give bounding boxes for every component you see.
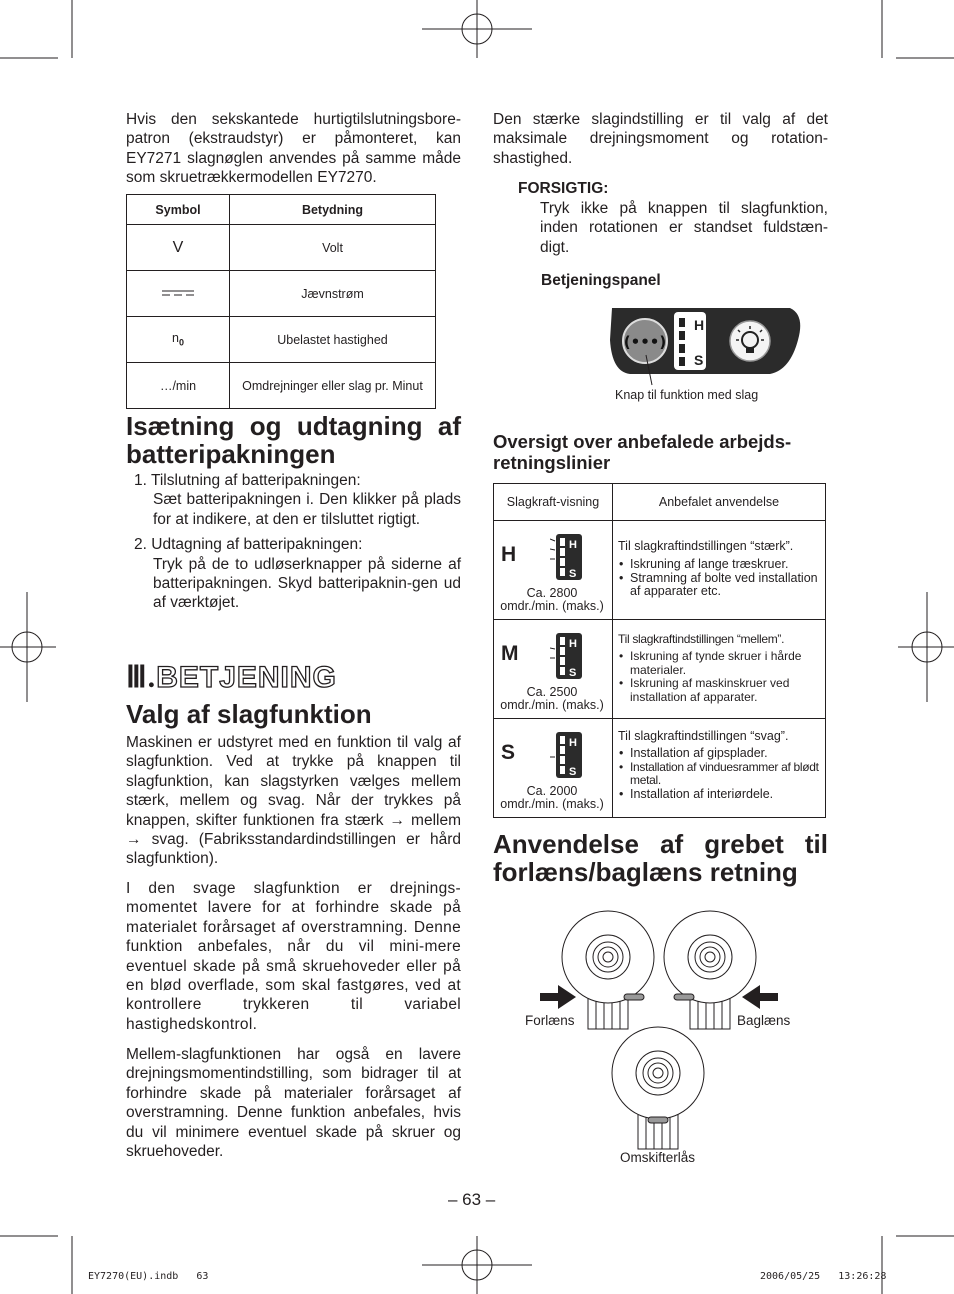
reverse-label: Baglæns: [737, 1013, 791, 1028]
impact-p2: I den svage slagfunktion er drejnings-momentet lavere for at forhindre skade på materialet forårsaget af overstramning. Denne funktion anbefales, når du vil mini-mere eventuel skade på små skruehoveder eller på en blød overflade, som skal fastgøres, ved at kontrollere trykkeren til variabel hastighedskontrol.: [126, 880, 461, 1033]
meaning-header: Betydning: [230, 195, 436, 225]
control-panel-image: [600, 300, 810, 390]
no-load-symbol: $n_0$: [127, 317, 230, 363]
table-row: [494, 719, 826, 818]
list-item: • Iskruning af maskinskruer ved installation af apparater.: [630, 677, 821, 704]
list-item: • Iskruning af tynde skruer i hårde materialer.: [630, 650, 821, 677]
list-item: • Installation af vinduesrammer af blødt metal.: [630, 761, 821, 788]
list-item: • Stramning af bolte ved installation af apparater etc.: [630, 572, 821, 599]
impact-p3: Mellem-slagfunktionen har også en lavere drejningsmomentindstilling, som bidrager til at forhindre skade på materialer forårsaget af overstramning. Denne funktion anbefales, hvis du vil minimere eventuel skade på skruer og skruehoveder.: [126, 1046, 461, 1161]
volt-symbol: V: [127, 225, 230, 271]
symbol-header: Symbol: [127, 195, 230, 225]
footer-date: 2006/05/25 13:26:28: [760, 1271, 887, 1282]
dc-meaning: Jævnstrøm: [230, 271, 436, 317]
battery-step-1-body: Sæt batteripakningen i. Den klikker på plads for at indikere, at den er tilsluttet rigtigt.: [153, 491, 461, 528]
speed-unit: omdr./min. (maks.): [500, 599, 604, 613]
level-header: Slagkraft-visning: [494, 484, 613, 521]
speed-unit: omdr./min. (maks.): [500, 797, 604, 811]
dc-symbol-icon: [127, 271, 230, 317]
list-item: • Iskruning af lange træskruer.: [630, 558, 821, 572]
forward-arrow-icon: [540, 985, 576, 1009]
table-row: [494, 521, 826, 620]
battery-list: [134, 471, 461, 613]
recommend-table: [493, 483, 826, 818]
level-s-icon: [550, 731, 588, 781]
usage-lead: Til slagkraftindstillingen “stærk”.: [618, 539, 794, 553]
lock-label: Omskifterlås: [620, 1150, 696, 1165]
usage-lead: Til slagkraftindstillingen “mellem”.: [618, 632, 785, 646]
speed-value: Ca. 2500: [526, 685, 578, 699]
battery-step-2: 2. Udtagning af batteripakningen:: [134, 536, 363, 554]
per-min-meaning: Omdrejninger eller slag pr. Minut: [230, 363, 436, 409]
intro-text: Hvis den sekskantede hurtigtilslutningsbore-patron (ekstraudstyr) er påmonteret, kan EY7271 slagnøglen anvendes på samme måde som skruetrækkermodellen EY7270.: [126, 111, 461, 187]
footer-file: EY7270(EU).indb 63: [88, 1271, 209, 1282]
page-number: – 63 –: [448, 1190, 496, 1209]
level-letter: M: [501, 642, 519, 665]
battery-step-1: 1. Tilslutning af batteripakningen:: [134, 472, 361, 489]
volt-meaning: Volt: [230, 225, 436, 271]
battery-title: Isætning og udtagning af batteripakningen: [126, 411, 461, 469]
level-letter: H: [501, 543, 517, 566]
usage-list: [618, 558, 821, 599]
symbol-table: [126, 194, 436, 409]
level-letter: S: [501, 741, 516, 764]
impact-p1: Maskinen er udstyret med en funktion til valg af slagfunktion. Ved at trykke på knappen til slagfunktion, kan slagstyrken vælges mellem stærk, mellem og svag. Når der trykkes på knappen, skifter funktionen fra stærk → mellem → svag. (Fabriksstandardindstillingen er hård slagfunktion).: [126, 734, 461, 868]
usage-header: Anbefalet anvendelse: [613, 484, 826, 521]
list-item: • Installation af gipsplader.: [630, 747, 821, 761]
table-row: [494, 620, 826, 719]
battery-step-2-body: Tryk på de to udløserknapper på siderne af batteripakningen. Skyd batteripaknin-gen ud af værktøjet.: [153, 555, 461, 612]
per-min-symbol: …/min: [127, 363, 230, 409]
usage-list: [618, 747, 821, 801]
svg-text:(•••): (•••): [623, 333, 667, 351]
panel-caption: Knap til funktion med slag: [615, 388, 759, 402]
panel-title: Betjeningspanel: [541, 272, 661, 289]
level-h-icon: [550, 533, 588, 583]
forward-label: Forlæns: [525, 1013, 575, 1028]
level-m-icon: [550, 632, 588, 682]
svg-text:S: S: [569, 568, 577, 580]
svg-text:S: S: [569, 766, 577, 778]
svg-text:S: S: [569, 667, 577, 679]
grip-title: Anvendelse af grebet til forlæns/baglæns retning: [493, 829, 828, 887]
svg-text:H: H: [569, 737, 577, 749]
recommend-title: Oversigt over anbefalede arbejds-retningslinier: [493, 431, 792, 473]
svg-text:H: H: [694, 317, 705, 333]
caution-label: FORSIGTIG:: [518, 180, 609, 197]
svg-text:H: H: [569, 638, 577, 650]
section-heading: Ⅲ.BETJENING: [126, 661, 337, 694]
usage-lead: Til slagkraftindstillingen “svag”.: [618, 729, 789, 743]
caution-text: Tryk ikke på knappen til slagfunktion, inden rotationen er standset fuldstæn-digt.: [540, 200, 828, 256]
speed-unit: omdr./min. (maks.): [500, 698, 604, 712]
speed-value: Ca. 2800: [526, 586, 578, 600]
strong-intro: Den stærke slagindstilling er til valg af det maksimale drejningsmoment og rotation-shastighed.: [493, 111, 828, 167]
impact-title: Valg af slagfunktion: [126, 699, 372, 729]
svg-text:H: H: [569, 539, 577, 551]
no-load-meaning: Ubelastet hastighed: [230, 317, 436, 363]
reverse-arrow-icon: [742, 985, 778, 1009]
grip-illustration: [520, 905, 820, 1155]
list-item: • Installation af interiørdele.: [630, 788, 821, 802]
usage-list: [618, 650, 821, 704]
svg-text:S: S: [694, 352, 704, 368]
speed-value: Ca. 2000: [526, 784, 578, 798]
